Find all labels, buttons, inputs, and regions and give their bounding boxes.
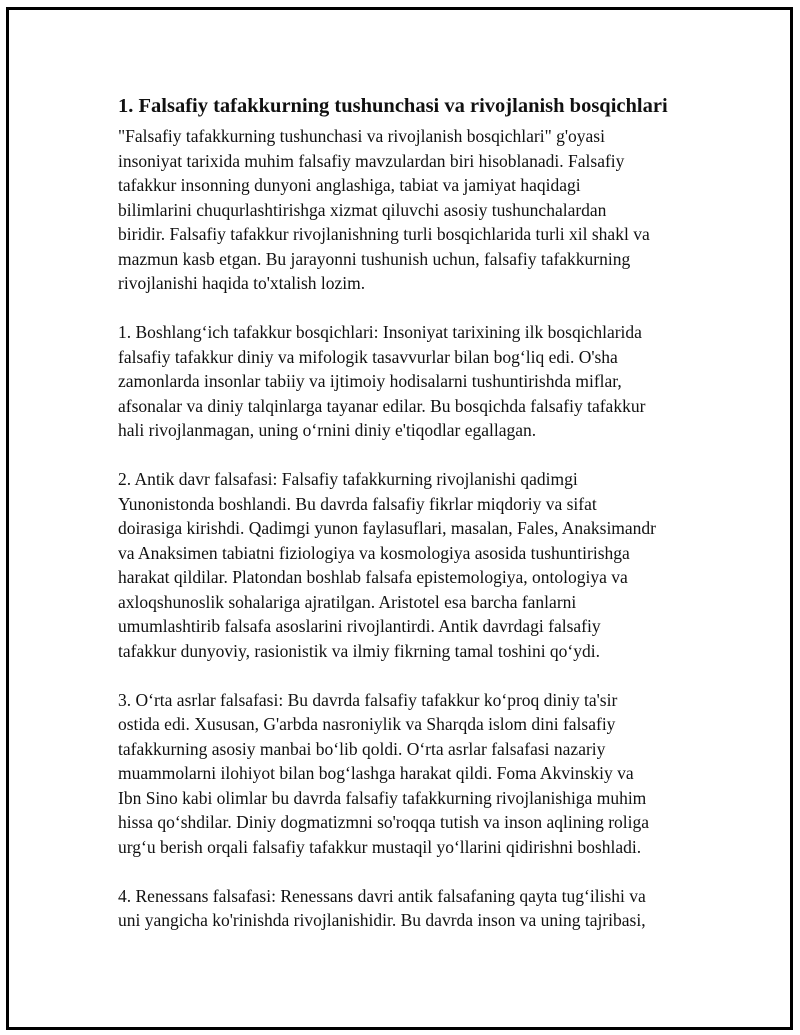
text-line: bilimlarini chuqurlashtirishga xizmat qiluvchi asosiy tushunchalardan bbox=[118, 199, 607, 220]
text-line: tafakkur insonning dunyoni anglashiga, tabiat va jamiyat haqidagi bbox=[118, 175, 581, 195]
text-line: va Anaksimen tabiatni fiziologiya va kosmologiya asosida tushuntirishga bbox=[118, 542, 630, 563]
text-line: rivojlanishi haqida to'xtalish lozim. bbox=[118, 273, 366, 293]
document-body bbox=[110, 88, 700, 933]
text-line: 1. Boshlang‘ich tafakkur bosqichlari: Insoniyat tarixining ilk bosqichlarida bbox=[118, 322, 642, 342]
text-line: afsonalar va diniy talqinlarga tayanar edilar. Bu bosqichda falsafiy tafakkur bbox=[118, 395, 646, 416]
text-line: tafakkurning asosiy manbai bo‘lib qoldi. O‘rta asrlar falsafasi nazariy bbox=[118, 738, 606, 759]
text-line: harakat qildilar. Platondan boshlab falsafa epistemologiya, ontologiya va bbox=[118, 567, 628, 587]
text-line: 4. Renessans falsafasi: Renessans davri antik falsafaning qayta tug‘ilishi va bbox=[118, 885, 646, 906]
section-heading: 1. Falsafiy tafakkurning tushunchasi va rivojlanish bosqichlari bbox=[118, 95, 668, 117]
text-line: ostida edi. Xususan, G'arbda nasroniylik va Sharqda islom dini falsafiy bbox=[118, 714, 616, 734]
text-line: urg‘u berish orqali falsafiy tafakkur mustaqil yo‘llarini qidirishni boshladi. bbox=[118, 836, 642, 857]
text-line: zamonlarda insonlar tabiiy va ijtimoiy hodisalarni tushuntirishda miflar, bbox=[118, 371, 622, 391]
text-line: muammolarni ilohiyot bilan bog‘lashga harakat qildi. Foma Akvinskiy va bbox=[118, 763, 634, 783]
paragraph-gap bbox=[110, 663, 700, 688]
paragraph-renaissance bbox=[118, 884, 700, 933]
text-line: Yunonistonda boshlandi. Bu davrda falsafiy fikrlar miqdoriy va sifat bbox=[118, 493, 597, 514]
paragraph-gap bbox=[110, 859, 700, 884]
text-line: falsafiy tafakkur diniy va mifologik tasavvurlar bilan bog‘liq edi. O'sha bbox=[118, 346, 618, 367]
paragraph-early-stages bbox=[118, 320, 700, 443]
text-line: axloqshunoslik sohalariga ajratilgan. Aristotel esa barcha fanlarni bbox=[118, 591, 577, 612]
paragraph-gap bbox=[110, 443, 700, 468]
text-line: mazmun kasb etgan. Bu jarayonni tushunish uchun, falsafiy tafakkurning bbox=[118, 248, 631, 269]
text-line: 3. O‘rta asrlar falsafasi: Bu davrda falsafiy tafakkur ko‘proq diniy ta'sir bbox=[118, 689, 618, 710]
paragraph-intro bbox=[118, 124, 700, 296]
text-line: hali rivojlanmagan, uning o‘rnini diniy e'tiqodlar egallagan. bbox=[118, 420, 537, 440]
text-line: biridir. Falsafiy tafakkur rivojlanishning turli bosqichlarida turli xil shakl va bbox=[118, 224, 650, 244]
text-line: uni yangicha ko'rinishda rivojlanishidir. Bu davrda inson va uning tajribasi, bbox=[118, 910, 646, 930]
text-line: "Falsafiy tafakkurning tushunchasi va rivojlanish bosqichlari" g'oyasi bbox=[118, 126, 605, 146]
text-line: 2. Antik davr falsafasi: Falsafiy tafakkurning rivojlanishi qadimgi bbox=[118, 469, 578, 489]
text-line: umumlashtirib falsafa asoslarini rivojlantirdi. Antik davrdagi falsafiy bbox=[118, 616, 601, 636]
paragraph-middle-ages bbox=[118, 688, 700, 860]
text-line: tafakkur dunyoviy, rasionistik va ilmiy fikrning tamal toshini qo‘ydi. bbox=[118, 640, 600, 661]
paragraph-antiquity bbox=[118, 467, 700, 663]
text-line: hissa qo‘shdilar. Diniy dogmatizmni so'roqqa tutish va inson aqlining roliga bbox=[118, 812, 650, 832]
text-line: doirasiga kirishdi. Qadimgi yunon faylasuflari, masalan, Fales, Anaksimandr bbox=[118, 518, 657, 538]
paragraph-gap bbox=[110, 296, 700, 321]
text-line: Ibn Sino kabi olimlar bu davrda falsafiy tafakkurning rivojlanishiga muhim bbox=[118, 787, 647, 808]
text-line: insoniyat tarixida muhim falsafiy mavzulardan biri hisoblanadi. Falsafiy bbox=[118, 150, 625, 171]
